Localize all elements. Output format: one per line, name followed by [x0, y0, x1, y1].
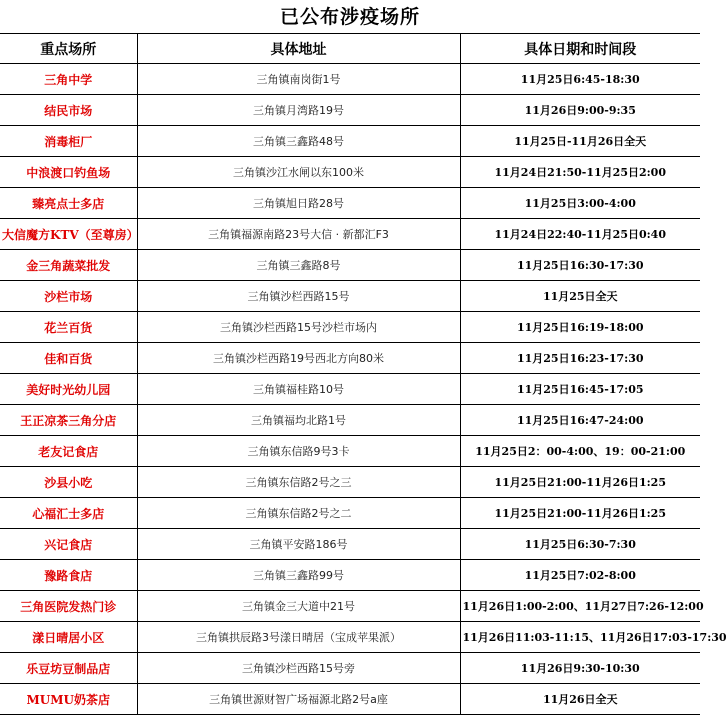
- place-cell: 大信魔方KTV（至尊房）: [0, 219, 137, 250]
- place-cell: 老友记食店: [0, 436, 137, 467]
- table-row: [0, 529, 700, 560]
- place-cell: 乐豆坊豆制品店: [0, 653, 137, 684]
- place-cell: 结民市场: [0, 95, 137, 126]
- time-cell: 11月25日全天: [460, 281, 700, 312]
- time-cell: 11月25日21:00-11月26日1:25: [460, 467, 700, 498]
- time-cell: 11月25日3:00-4:00: [460, 188, 700, 219]
- place-cell: 佳和百货: [0, 343, 137, 374]
- header-address: 具体地址: [137, 34, 460, 64]
- header-time: 具体日期和时间段: [460, 34, 700, 64]
- table-row: [0, 64, 700, 95]
- place-cell: 消毒柜厂: [0, 126, 137, 157]
- place-cell: 臻亮点士多店: [0, 188, 137, 219]
- place-cell: 豫路食店: [0, 560, 137, 591]
- address-cell: 三角镇三鑫路8号: [137, 250, 460, 281]
- place-cell: 漾日晴居小区: [0, 622, 137, 653]
- time-cell: 11月25日2：00-4:00、19：00-21:00: [460, 436, 700, 467]
- address-cell: 三角镇南岗街1号: [137, 64, 460, 95]
- time-cell: 11月25日-11月26日全天: [460, 126, 700, 157]
- place-cell: 美好时光幼儿园: [0, 374, 137, 405]
- address-cell: 三角镇三鑫路48号: [137, 126, 460, 157]
- time-cell: 11月25日21:00-11月26日1:25: [460, 498, 700, 529]
- table-row: [0, 560, 700, 591]
- places-table: [0, 34, 727, 715]
- address-cell: 三角镇东信路2号之三: [137, 467, 460, 498]
- time-cell: 11月25日16:47-24:00: [460, 405, 700, 436]
- table-row: [0, 498, 700, 529]
- address-cell: 三角镇东信路2号之二: [137, 498, 460, 529]
- time-cell: 11月25日16:23-17:30: [460, 343, 700, 374]
- place-cell: 金三角蔬菜批发: [0, 250, 137, 281]
- time-cell: 11月26日9:30-10:30: [460, 653, 700, 684]
- time-cell: 11月25日6:30-7:30: [460, 529, 700, 560]
- address-cell: 三角镇沙栏西路15号: [137, 281, 460, 312]
- header-row: [0, 34, 700, 64]
- time-cell: 11月26日1:00-2:00、11月27日7:26-12:00: [460, 591, 700, 622]
- place-cell: 兴记食店: [0, 529, 137, 560]
- address-cell: 三角镇沙栏西路15号沙栏市场内: [137, 312, 460, 343]
- place-cell: 三角中学: [0, 64, 137, 95]
- place-cell: 中浪渡口钓鱼场: [0, 157, 137, 188]
- page-title: 已公布涉疫场所: [0, 0, 700, 34]
- address-cell: 三角镇平安路186号: [137, 529, 460, 560]
- time-cell: 11月26日11:03-11:15、11月26日17:03-17:30: [460, 622, 700, 653]
- address-cell: 三角镇福源南路23号大信 · 新都汇F3: [137, 219, 460, 250]
- header-place: 重点场所: [0, 34, 137, 64]
- table-row: [0, 405, 700, 436]
- address-cell: 三角镇月湾路19号: [137, 95, 460, 126]
- address-cell: 三角镇金三大道中21号: [137, 591, 460, 622]
- table-row: [0, 95, 700, 126]
- address-cell: 三角镇三鑫路99号: [137, 560, 460, 591]
- place-cell: 花兰百货: [0, 312, 137, 343]
- table-row: [0, 591, 700, 622]
- table-row: [0, 467, 700, 498]
- address-cell: 三角镇沙栏西路19号西北方向80米: [137, 343, 460, 374]
- time-cell: 11月24日21:50-11月25日2:00: [460, 157, 700, 188]
- table-row: [0, 343, 700, 374]
- time-cell: 11月26日9:00-9:35: [460, 95, 700, 126]
- address-cell: 三角镇沙江水闸以东100米: [137, 157, 460, 188]
- time-cell: 11月26日全天: [460, 684, 700, 715]
- address-cell: 三角镇世源财智广场福源北路2号a座: [137, 684, 460, 715]
- time-cell: 11月24日22:40-11月25日0:40: [460, 219, 700, 250]
- time-cell: 11月25日16:30-17:30: [460, 250, 700, 281]
- table-body: [0, 64, 727, 715]
- address-cell: 三角镇东信路9号3卡: [137, 436, 460, 467]
- table-row: [0, 436, 700, 467]
- time-cell: 11月25日7:02-8:00: [460, 560, 700, 591]
- table-row: [0, 622, 700, 653]
- table-row: [0, 281, 700, 312]
- address-cell: 三角镇沙栏西路15号旁: [137, 653, 460, 684]
- table-row: [0, 157, 700, 188]
- place-cell: 心福汇士多店: [0, 498, 137, 529]
- time-cell: 11月25日6:45-18:30: [460, 64, 700, 95]
- table-row: [0, 126, 700, 157]
- time-cell: 11月25日16:19-18:00: [460, 312, 700, 343]
- place-cell: 王正凉茶三角分店: [0, 405, 137, 436]
- table-row: [0, 250, 700, 281]
- place-cell: 沙县小吃: [0, 467, 137, 498]
- table-row: [0, 374, 700, 405]
- address-cell: 三角镇福桂路10号: [137, 374, 460, 405]
- table-row: [0, 684, 700, 715]
- address-cell: 三角镇拱辰路3号漾日晴居（宝成苹果派）: [137, 622, 460, 653]
- place-cell: MUMU奶茶店: [0, 684, 137, 715]
- table-row: [0, 653, 700, 684]
- place-cell: 三角医院发热门诊: [0, 591, 137, 622]
- address-cell: 三角镇旭日路28号: [137, 188, 460, 219]
- time-cell: 11月25日16:45-17:05: [460, 374, 700, 405]
- table-row: [0, 312, 700, 343]
- table-row: [0, 219, 700, 250]
- table-row: [0, 188, 700, 219]
- place-cell: 沙栏市场: [0, 281, 137, 312]
- address-cell: 三角镇福均北路1号: [137, 405, 460, 436]
